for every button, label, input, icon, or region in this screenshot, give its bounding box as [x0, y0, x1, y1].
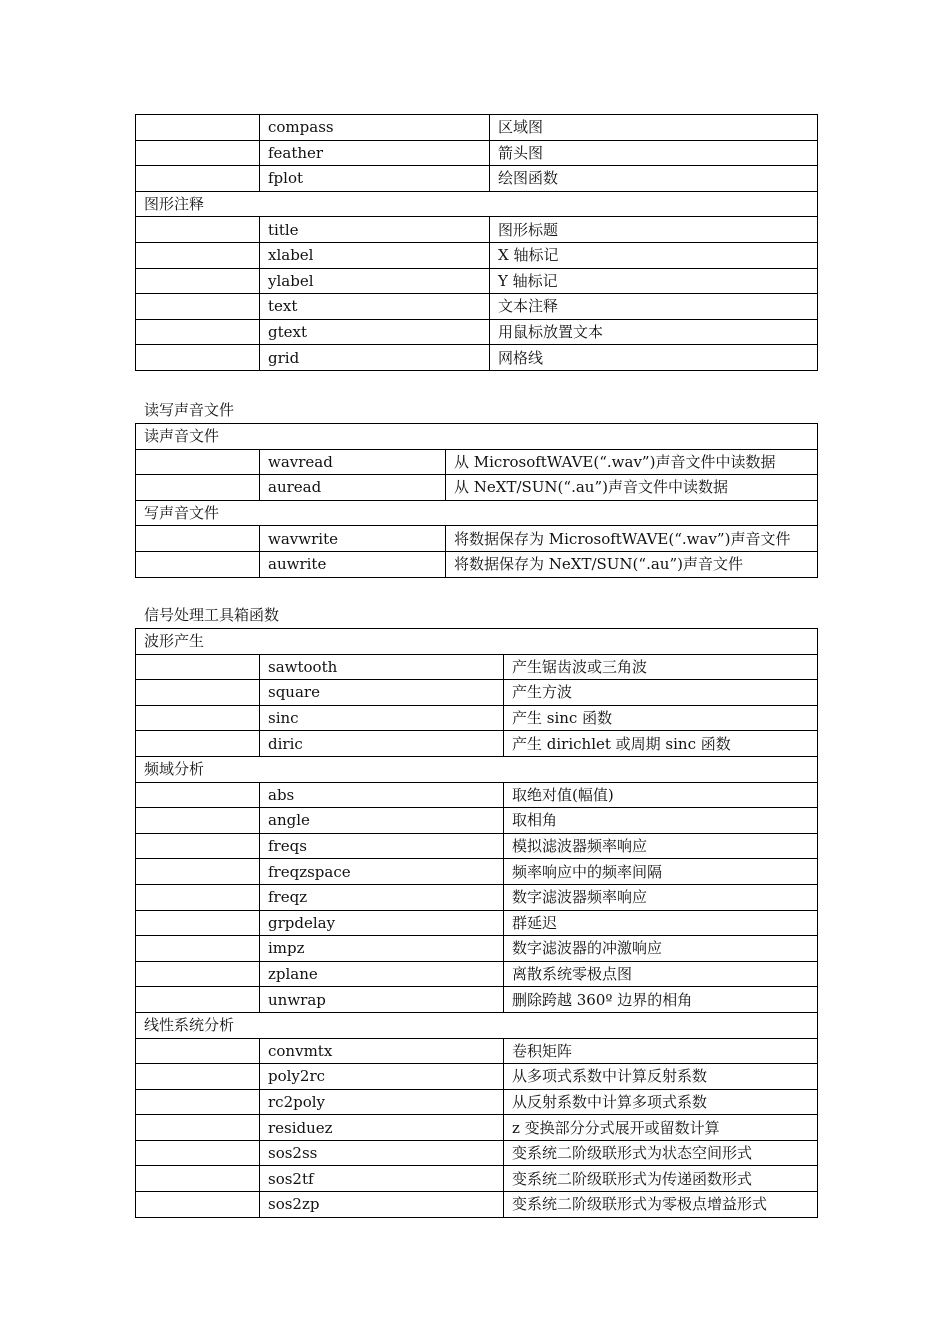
function-description: 箭头图	[490, 140, 818, 166]
function-description: 产生 sinc 函数	[504, 705, 818, 731]
function-description: 产生方波	[504, 680, 818, 706]
category-label: 读声音文件	[136, 424, 818, 450]
function-description: 文本注释	[490, 294, 818, 320]
category-row	[136, 191, 818, 217]
table-row	[136, 319, 818, 345]
table-row	[136, 654, 818, 680]
function-name: sos2zp	[260, 1192, 504, 1218]
category-row	[136, 629, 818, 655]
function-name: impz	[260, 936, 504, 962]
function-name: rc2poly	[260, 1089, 504, 1115]
function-description: X 轴标记	[490, 242, 818, 268]
empty-cell	[136, 705, 260, 731]
function-description: 取绝对值(幅值)	[504, 782, 818, 808]
table-row	[136, 294, 818, 320]
table-row	[136, 217, 818, 243]
section-heading: 信号处理工具箱函数	[144, 606, 280, 624]
empty-cell	[136, 884, 260, 910]
function-description: 变系统二阶级联形式为状态空间形式	[504, 1140, 818, 1166]
empty-cell	[136, 782, 260, 808]
category-label: 写声音文件	[136, 500, 818, 526]
function-name: fplot	[260, 166, 490, 192]
function-name: auwrite	[260, 551, 446, 577]
table-row	[136, 242, 818, 268]
function-name: compass	[260, 115, 490, 141]
empty-cell	[136, 526, 260, 552]
function-description: 从 MicrosoftWAVE(“.wav”)声音文件中读数据	[446, 449, 818, 475]
category-label: 图形注释	[136, 191, 818, 217]
function-name: freqs	[260, 833, 504, 859]
function-name: sos2ss	[260, 1140, 504, 1166]
table-row	[136, 475, 818, 501]
function-description: 将数据保存为 NeXT/SUN(“.au”)声音文件	[446, 551, 818, 577]
function-table	[135, 423, 818, 578]
table-row	[136, 1166, 818, 1192]
table-row	[136, 705, 818, 731]
function-name: abs	[260, 782, 504, 808]
table-row	[136, 526, 818, 552]
function-name: ylabel	[260, 268, 490, 294]
empty-cell	[136, 1192, 260, 1218]
empty-cell	[136, 1064, 260, 1090]
function-description: 区域图	[490, 115, 818, 141]
function-description: 从反射系数中计算多项式系数	[504, 1089, 818, 1115]
empty-cell	[136, 449, 260, 475]
table-row	[136, 140, 818, 166]
category-label: 波形产生	[136, 629, 818, 655]
function-description: 删除跨越 360º 边界的相角	[504, 987, 818, 1013]
table-row	[136, 782, 818, 808]
function-description: 从 NeXT/SUN(“.au”)声音文件中读数据	[446, 475, 818, 501]
signal-processing-section	[135, 602, 817, 1218]
function-name: wavread	[260, 449, 446, 475]
function-description: 模拟滤波器频率响应	[504, 833, 818, 859]
function-name: auread	[260, 475, 446, 501]
function-description: 变系统二阶级联形式为零极点增益形式	[504, 1192, 818, 1218]
function-name: sinc	[260, 705, 504, 731]
empty-cell	[136, 1140, 260, 1166]
table-row	[136, 1038, 818, 1064]
empty-cell	[136, 833, 260, 859]
table-row	[136, 859, 818, 885]
function-name: angle	[260, 808, 504, 834]
empty-cell	[136, 910, 260, 936]
sound-file-section	[135, 397, 817, 578]
function-description: 图形标题	[490, 217, 818, 243]
empty-cell	[136, 680, 260, 706]
empty-cell	[136, 115, 260, 141]
table-row	[136, 1115, 818, 1141]
empty-cell	[136, 808, 260, 834]
table-row	[136, 1140, 818, 1166]
function-name: freqzspace	[260, 859, 504, 885]
empty-cell	[136, 1115, 260, 1141]
empty-cell	[136, 551, 260, 577]
function-description: 取相角	[504, 808, 818, 834]
empty-cell	[136, 1038, 260, 1064]
function-description: 产生 dirichlet 或周期 sinc 函数	[504, 731, 818, 757]
function-name: poly2rc	[260, 1064, 504, 1090]
function-description: 卷积矩阵	[504, 1038, 818, 1064]
function-name: diric	[260, 731, 504, 757]
empty-cell	[136, 859, 260, 885]
function-name: grpdelay	[260, 910, 504, 936]
table-row	[136, 833, 818, 859]
empty-cell	[136, 268, 260, 294]
table-row	[136, 987, 818, 1013]
category-row	[136, 424, 818, 450]
empty-cell	[136, 217, 260, 243]
empty-cell	[136, 294, 260, 320]
empty-cell	[136, 987, 260, 1013]
table-row	[136, 961, 818, 987]
table-row	[136, 1089, 818, 1115]
function-name: unwrap	[260, 987, 504, 1013]
function-name: title	[260, 217, 490, 243]
function-name: grid	[260, 345, 490, 371]
function-description: 频率响应中的频率间隔	[504, 859, 818, 885]
category-row	[136, 756, 818, 782]
table-row	[136, 680, 818, 706]
plotting-functions-section	[135, 114, 817, 371]
empty-cell	[136, 242, 260, 268]
function-description: 绘图函数	[490, 166, 818, 192]
table-row	[136, 1064, 818, 1090]
function-name: feather	[260, 140, 490, 166]
category-label: 线性系统分析	[136, 1012, 818, 1038]
empty-cell	[136, 961, 260, 987]
function-name: freqz	[260, 884, 504, 910]
function-table	[135, 114, 818, 371]
section-heading: 读写声音文件	[144, 401, 235, 419]
function-name: sos2tf	[260, 1166, 504, 1192]
empty-cell	[136, 936, 260, 962]
table-row	[136, 731, 818, 757]
function-description: 产生锯齿波或三角波	[504, 654, 818, 680]
category-label: 频域分析	[136, 756, 818, 782]
category-row	[136, 500, 818, 526]
function-name: zplane	[260, 961, 504, 987]
empty-cell	[136, 654, 260, 680]
empty-cell	[136, 166, 260, 192]
table-row	[136, 1192, 818, 1218]
empty-cell	[136, 319, 260, 345]
empty-cell	[136, 140, 260, 166]
function-description: 离散系统零极点图	[504, 961, 818, 987]
function-description: 数字滤波器的冲激响应	[504, 936, 818, 962]
function-name: square	[260, 680, 504, 706]
function-name: convmtx	[260, 1038, 504, 1064]
function-name: wavwrite	[260, 526, 446, 552]
function-description: Y 轴标记	[490, 268, 818, 294]
function-description: z 变换部分分式展开或留数计算	[504, 1115, 818, 1141]
function-name: gtext	[260, 319, 490, 345]
table-row	[136, 884, 818, 910]
table-row	[136, 345, 818, 371]
empty-cell	[136, 731, 260, 757]
empty-cell	[136, 475, 260, 501]
table-row	[136, 808, 818, 834]
function-name: text	[260, 294, 490, 320]
empty-cell	[136, 1089, 260, 1115]
category-row	[136, 1012, 818, 1038]
function-table	[135, 628, 818, 1218]
empty-cell	[136, 1166, 260, 1192]
table-row	[136, 449, 818, 475]
function-description: 变系统二阶级联形式为传递函数形式	[504, 1166, 818, 1192]
function-description: 数字滤波器频率响应	[504, 884, 818, 910]
table-row	[136, 551, 818, 577]
table-row	[136, 115, 818, 141]
table-row	[136, 936, 818, 962]
table-row	[136, 268, 818, 294]
table-row	[136, 166, 818, 192]
function-description: 群延迟	[504, 910, 818, 936]
function-name: residuez	[260, 1115, 504, 1141]
function-description: 用鼠标放置文本	[490, 319, 818, 345]
function-description: 将数据保存为 MicrosoftWAVE(“.wav”)声音文件	[446, 526, 818, 552]
function-name: sawtooth	[260, 654, 504, 680]
function-description: 网格线	[490, 345, 818, 371]
function-description: 从多项式系数中计算反射系数	[504, 1064, 818, 1090]
empty-cell	[136, 345, 260, 371]
table-row	[136, 910, 818, 936]
function-name: xlabel	[260, 242, 490, 268]
